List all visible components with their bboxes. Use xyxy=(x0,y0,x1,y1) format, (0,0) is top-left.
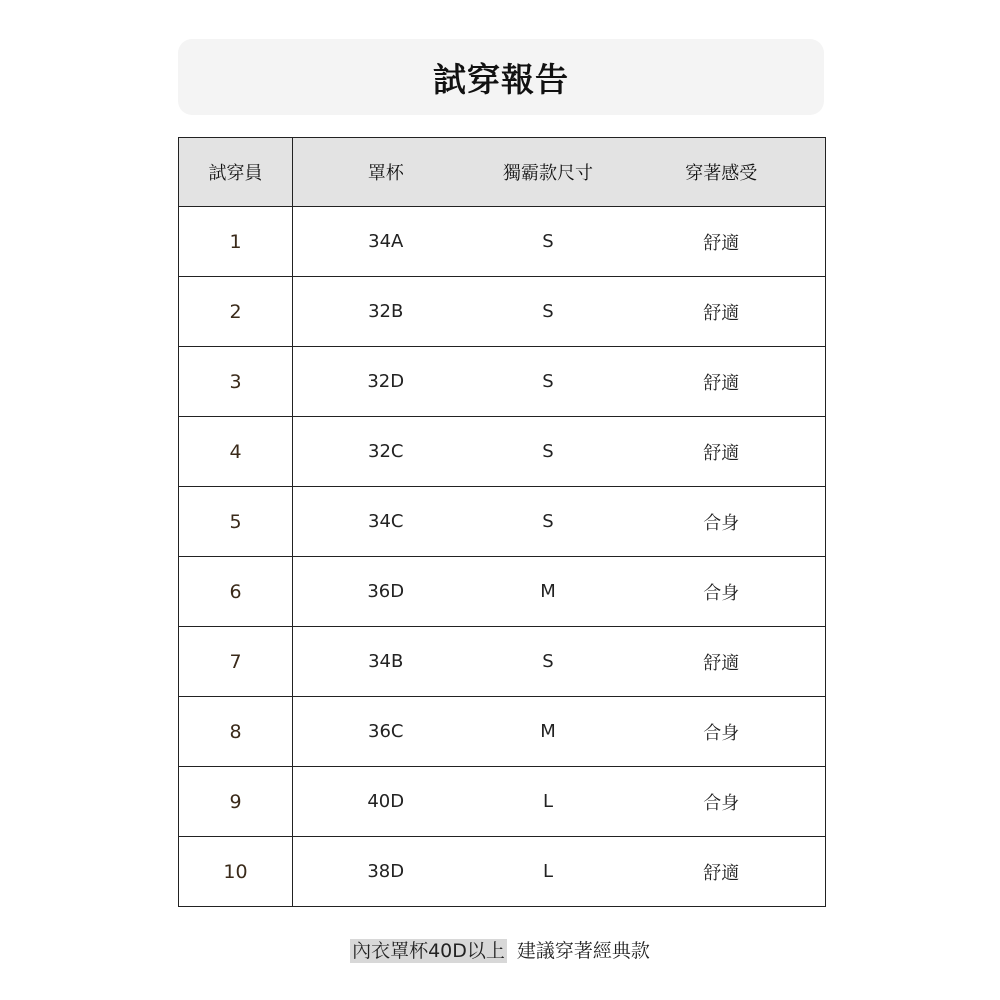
cell-tester-id: 8 xyxy=(179,697,293,767)
table-row xyxy=(179,767,826,837)
cell-feeling: 舒適 xyxy=(618,417,826,487)
recommendation-note xyxy=(0,936,1000,963)
cell-cup: 32B xyxy=(293,277,479,347)
cell-feeling: 合身 xyxy=(618,557,826,627)
recommendation-text: 建議穿著經典款 xyxy=(516,940,650,962)
cell-feeling: 合身 xyxy=(618,697,826,767)
cell-tester-id: 4 xyxy=(179,417,293,487)
cell-size: S xyxy=(479,627,618,697)
header-feeling: 穿著感受 xyxy=(618,138,826,207)
cell-feeling: 合身 xyxy=(618,487,826,557)
table-row xyxy=(179,347,826,417)
cell-size: S xyxy=(479,207,618,277)
fitting-report-table xyxy=(178,137,826,907)
cell-cup: 32D xyxy=(293,347,479,417)
cell-cup: 36C xyxy=(293,697,479,767)
title-banner xyxy=(178,39,824,115)
table-header-row xyxy=(179,138,826,207)
cell-cup: 34A xyxy=(293,207,479,277)
header-size: 獨霸款尺寸 xyxy=(479,138,618,207)
cell-size: M xyxy=(479,697,618,767)
cell-feeling: 舒適 xyxy=(618,277,826,347)
cell-feeling: 舒適 xyxy=(618,627,826,697)
table-row xyxy=(179,207,826,277)
table-row xyxy=(179,837,826,907)
table-row xyxy=(179,557,826,627)
cell-tester-id: 3 xyxy=(179,347,293,417)
cell-tester-id: 7 xyxy=(179,627,293,697)
cell-cup: 32C xyxy=(293,417,479,487)
table-row xyxy=(179,487,826,557)
cell-size: L xyxy=(479,767,618,837)
cell-size: S xyxy=(479,487,618,557)
cell-cup: 40D xyxy=(293,767,479,837)
cell-cup: 38D xyxy=(293,837,479,907)
cell-cup: 34B xyxy=(293,627,479,697)
cell-tester-id: 1 xyxy=(179,207,293,277)
cell-feeling: 舒適 xyxy=(618,207,826,277)
cell-tester-id: 10 xyxy=(179,837,293,907)
cell-size: L xyxy=(479,837,618,907)
cell-size: M xyxy=(479,557,618,627)
cell-tester-id: 6 xyxy=(179,557,293,627)
table-row xyxy=(179,277,826,347)
page-title: 試穿報告 xyxy=(433,59,569,99)
table-row xyxy=(179,417,826,487)
header-cup: 罩杯 xyxy=(293,138,479,207)
cell-tester-id: 5 xyxy=(179,487,293,557)
recommendation-highlight: 內衣罩杯40D以上 xyxy=(352,940,505,962)
table-row xyxy=(179,697,826,767)
cell-feeling: 合身 xyxy=(618,767,826,837)
cell-feeling: 舒適 xyxy=(618,347,826,417)
cell-cup: 36D xyxy=(293,557,479,627)
table-row xyxy=(179,627,826,697)
cell-feeling: 舒適 xyxy=(618,837,826,907)
cell-tester-id: 9 xyxy=(179,767,293,837)
header-tester: 試穿員 xyxy=(179,138,293,207)
cell-size: S xyxy=(479,347,618,417)
cell-tester-id: 2 xyxy=(179,277,293,347)
cell-cup: 34C xyxy=(293,487,479,557)
cell-size: S xyxy=(479,417,618,487)
cell-size: S xyxy=(479,277,618,347)
